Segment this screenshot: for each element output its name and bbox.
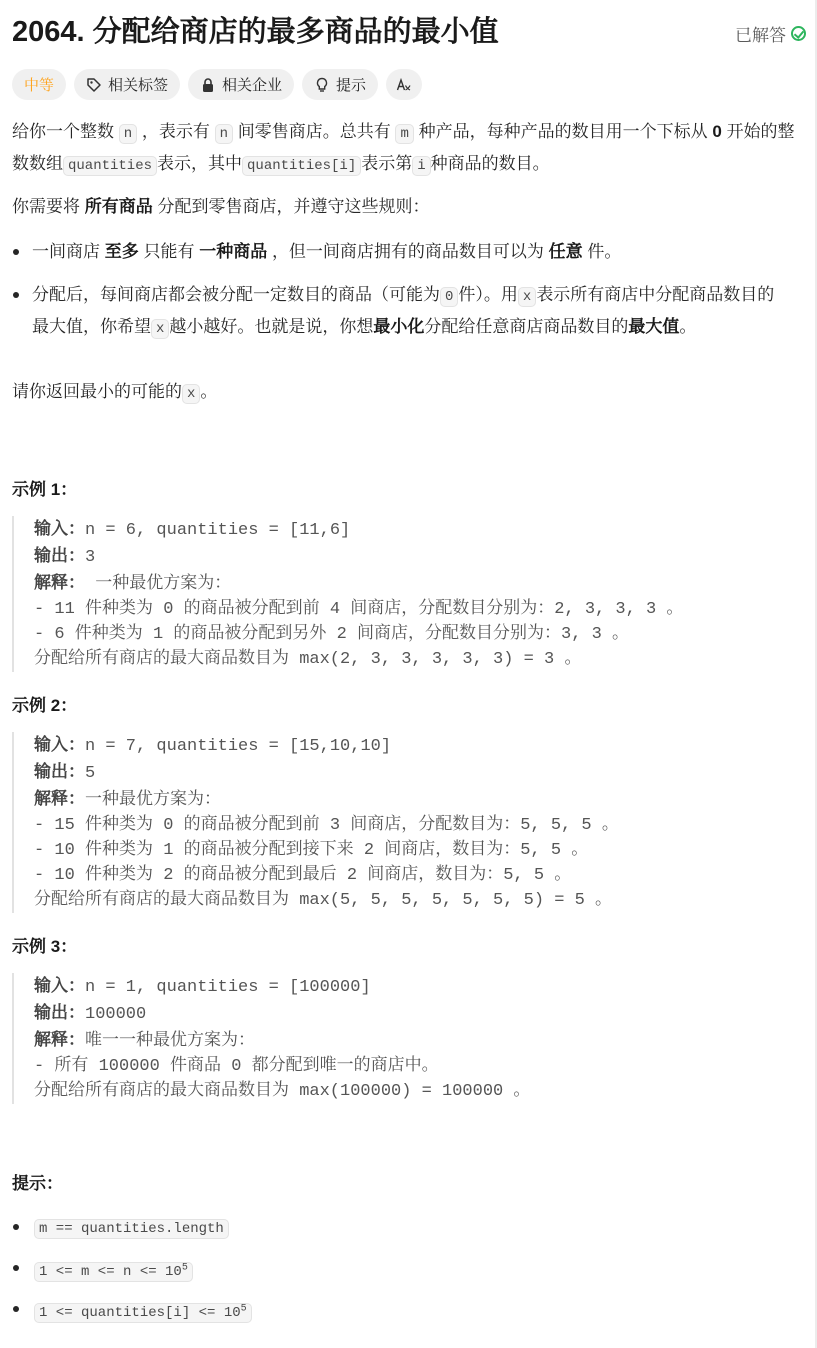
code-x: x	[518, 287, 536, 307]
example-1-block: 输入：n = 6, quantities = [11,6] 输出：3 解释： 一种最优方案为： - 11 件种类为 0 的商品被分配到前 4 间商店，分配数目分别为：2, 3, 3, 3 。 - 6 件种类为 1 的商品被分配到另外 2 间商店，分配数目分别为：3, 3 。 分配给所有商店的最大商品数目为 max(2, 3, 3, 3, 3, 3) = 3 。	[12, 516, 683, 672]
rule-item-2: 分配后，每间商店都会被分配一定数目的商品（可能为 0 件）。用 x 表示所有商店中分配商品数目的最大值，你希望 x 越小越好。也就是说，你想最小化分配给任意商店商品数目的最大值。	[12, 280, 782, 344]
lightbulb-icon	[314, 77, 330, 93]
code-i: i	[412, 156, 430, 176]
code-zero: 0	[440, 287, 458, 307]
problem-title[interactable]: 2064. 分配给商店的最多商品的最小值	[12, 16, 499, 48]
lock-icon	[200, 77, 216, 93]
rule-item-1: 一间商店 至多 只能有 一种商品 ，但一间商店拥有的商品数目可以为 任意 件。	[12, 237, 782, 267]
related-companies-label: 相关企业	[222, 77, 283, 94]
code-quantities-i: quantities[i]	[242, 156, 361, 176]
tag-bar	[12, 69, 422, 100]
code-n: n	[215, 124, 233, 144]
code-m: m	[395, 124, 413, 144]
solved-label: 已解答	[735, 26, 786, 45]
related-companies-button[interactable]	[188, 69, 294, 100]
difficulty-label: 中等	[24, 77, 55, 94]
hints-label: 提示	[336, 77, 367, 94]
description-paragraph-2: 你需要将 所有商品 分配到零售商店，并遵守这些规则：	[12, 197, 430, 216]
translate-button[interactable]	[386, 69, 422, 100]
constraint-item: $1 <= m <= n <= 10^5$	[12, 1253, 193, 1287]
difficulty-badge	[12, 69, 66, 100]
constraint-item: 1 <= quantities[i] <= $10^5$	[12, 1294, 252, 1328]
code-n: n	[119, 124, 137, 144]
example-1-title: 示例 1：	[12, 480, 78, 499]
example-2-title: 示例 2：	[12, 696, 78, 715]
constraints-title: 提示：	[12, 1174, 63, 1193]
example-2-block: 输入：n = 7, quantities = [15,10,10] 输出：5 解释：一种最优方案为： - 15 件种类为 0 的商品被分配到前 3 间商店，分配数目为：5, 5, 5 。 - 10 件种类为 1 的商品被分配到接下来 2 间商店，数目为：5, 5 。 - 10 件种类为 2 的商品被分配到最后 2 间商店，数目为：5, 5 。 分配给所有商店的最大商品数目为 max(5, 5, 5, 5, 5, 5, 5) = 5 。	[12, 732, 619, 913]
code-quantities: quantities	[63, 156, 157, 176]
example-3-block: 输入：n = 1, quantities = [100000] 输出：100000 解释：唯一一种最优方案为： - 所有 100000 件商品 0 都分配到唯一的商店中。 分配给所有商店的最大商品数目为 max(100000) = 100000 。	[12, 973, 530, 1104]
example-3-title: 示例 3：	[12, 937, 78, 956]
related-tags-button[interactable]	[74, 69, 180, 100]
solved-status	[735, 21, 806, 46]
hints-button[interactable]	[302, 69, 378, 100]
translate-icon	[396, 77, 412, 93]
constraint-item: m == quantities.length	[12, 1212, 229, 1244]
description-paragraph-1: 给你一个整数 n ，表示有 n 间零售商店。总共有 m 种产品，每种产品的数目用一个下标从 0 开始的整数数组 quantities 表示，其中 quantities[i] 表示第 i 种商品的数目。	[12, 122, 795, 174]
title-row	[12, 12, 802, 52]
related-tags-label: 相关标签	[108, 77, 169, 94]
tag-icon	[86, 77, 102, 93]
code-x: x	[151, 319, 169, 339]
code-x: x	[182, 384, 200, 404]
description-paragraph-3: 请你返回最小的可能的 x 。	[12, 382, 218, 402]
check-circle-icon	[791, 26, 806, 41]
